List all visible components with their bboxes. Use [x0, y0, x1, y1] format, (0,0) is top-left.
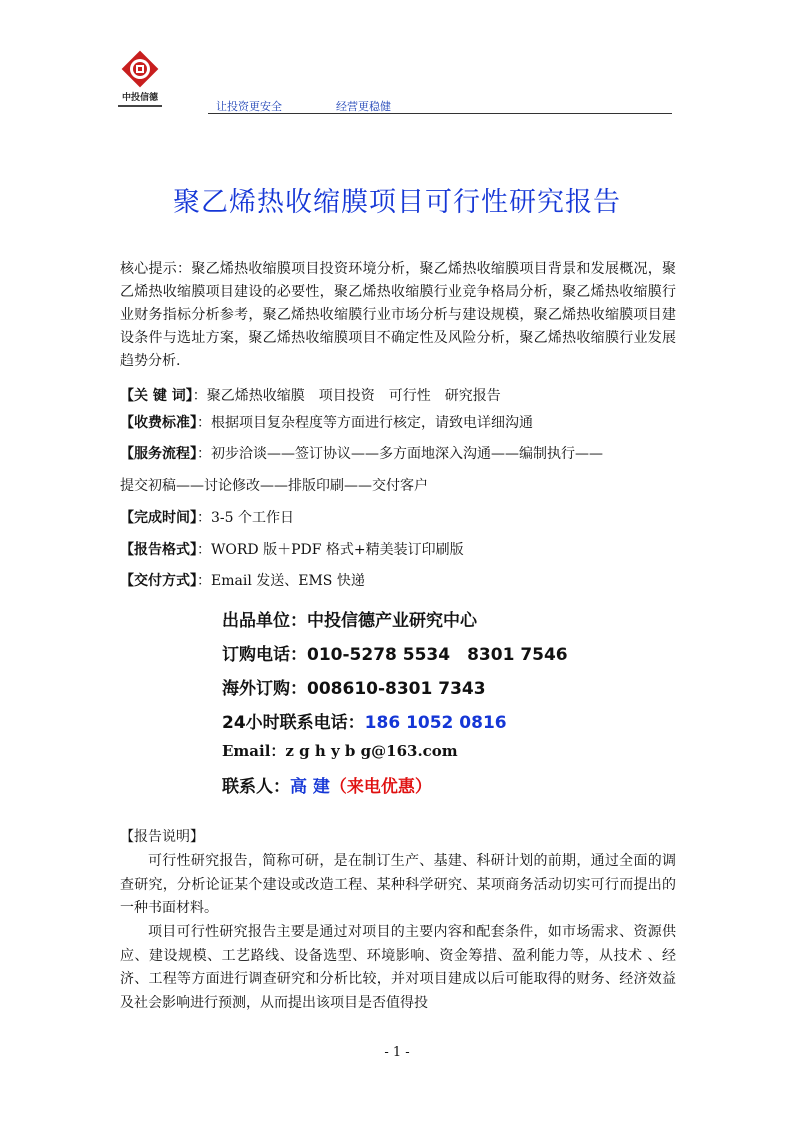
flow-value-2: 提交初稿——讨论修改——排版印刷——交付客户: [120, 478, 428, 494]
flow-label: 【服务流程】: [120, 446, 197, 462]
fee-label: 【收费标准】: [120, 415, 197, 431]
delivery-value: ：Email 发送、EMS 快递: [197, 573, 365, 589]
report-paragraph-2: 项目可行性研究报告主要是通过对项目的主要内容和配套条件，如市场需求、资源供应、建设规模、工艺路线、设备选型、环境影响、资金筹措、盈利能力等，从技术 、经济、工程等方面进行调查研究和分析比较，并对项目建成以后可能取得的财务、经济效益及社会影响进行预测，从而提出该项目是否值得投: [120, 924, 676, 1011]
flow-line: [120, 444, 680, 464]
company-logo: [112, 50, 170, 112]
page-header: [112, 50, 672, 116]
email-line[interactable]: Email：z g h y b g@163.com: [222, 742, 458, 760]
format-line: [120, 540, 680, 560]
slogan-safe: 让投资更安全: [216, 100, 282, 113]
report-description-heading: 【报告说明】: [120, 829, 204, 845]
keywords-value: ：聚乙烯热收缩膜 项目投资 可行性 研究报告: [192, 388, 501, 404]
overseas-order: 海外订购：008610-8301 7343: [222, 679, 486, 699]
page-number: - 1 -: [384, 1045, 410, 1060]
hotline-number[interactable]: 186 1052 0816: [364, 713, 507, 733]
hotline-line: [222, 708, 507, 733]
keywords-label: 【关 键 词】: [120, 388, 193, 404]
header-divider: [208, 113, 672, 114]
publisher-unit: 出品单位：中投信德产业研究中心: [222, 611, 477, 631]
fee-line: [120, 413, 680, 433]
contact-person-label: 联系人：: [222, 777, 290, 797]
contact-person-line: [222, 772, 432, 797]
report-paragraph-1: 可行性研究报告，简称可研，是在制订生产、基建、科研计划的前期，通过全面的调查研究，分析论证某个建设或改造工程、某种科学研究、某项商务活动切实可行而提出的一种书面材料。: [120, 853, 676, 916]
core-summary: 核心提示：聚乙烯热收缩膜项目投资环境分析，聚乙烯热收缩膜项目背景和发展概况，聚乙烯热收缩膜项目建设的必要性，聚乙烯热收缩膜行业竞争格局分析，聚乙烯热收缩膜行业财务指标分析参考，聚乙烯热收缩膜行业市场分析与建设规模，聚乙烯热收缩膜项目建设条件与选址方案，聚乙烯热收缩膜项目不确定性及风险分析，聚乙烯热收缩膜行业发展趋势分析.: [120, 261, 676, 369]
hotline-label: 24小时联系电话：: [222, 713, 365, 733]
time-line: [120, 508, 680, 528]
delivery-line: [120, 571, 680, 591]
format-label: 【报告格式】: [120, 542, 197, 558]
fee-value: ：根据项目复杂程度等方面进行核定，请致电详细沟通: [197, 415, 533, 431]
document-title: 聚乙烯热收缩膜项目可行性研究报告: [173, 187, 621, 218]
logo-text: 中投信德: [121, 93, 159, 103]
delivery-label: 【交付方式】: [120, 573, 197, 589]
flow-value: ：初步洽谈——签订协议——多方面地深入沟通——编制执行——: [197, 446, 603, 462]
keywords-line: [120, 386, 680, 406]
slogan-stable: 经营更稳健: [336, 100, 391, 113]
time-value: ：3-5 个工作日: [197, 510, 294, 526]
flow-line-2: [120, 476, 680, 496]
order-phone: 订购电话：010-5278 5534 8301 7546: [222, 645, 568, 665]
time-label: 【完成时间】: [120, 510, 197, 526]
format-value: ：WORD 版＋PDF 格式+精美装订印刷版: [197, 542, 464, 558]
promo-text: （来电优惠）: [329, 777, 432, 797]
contact-person-name: 高 建: [290, 777, 330, 797]
